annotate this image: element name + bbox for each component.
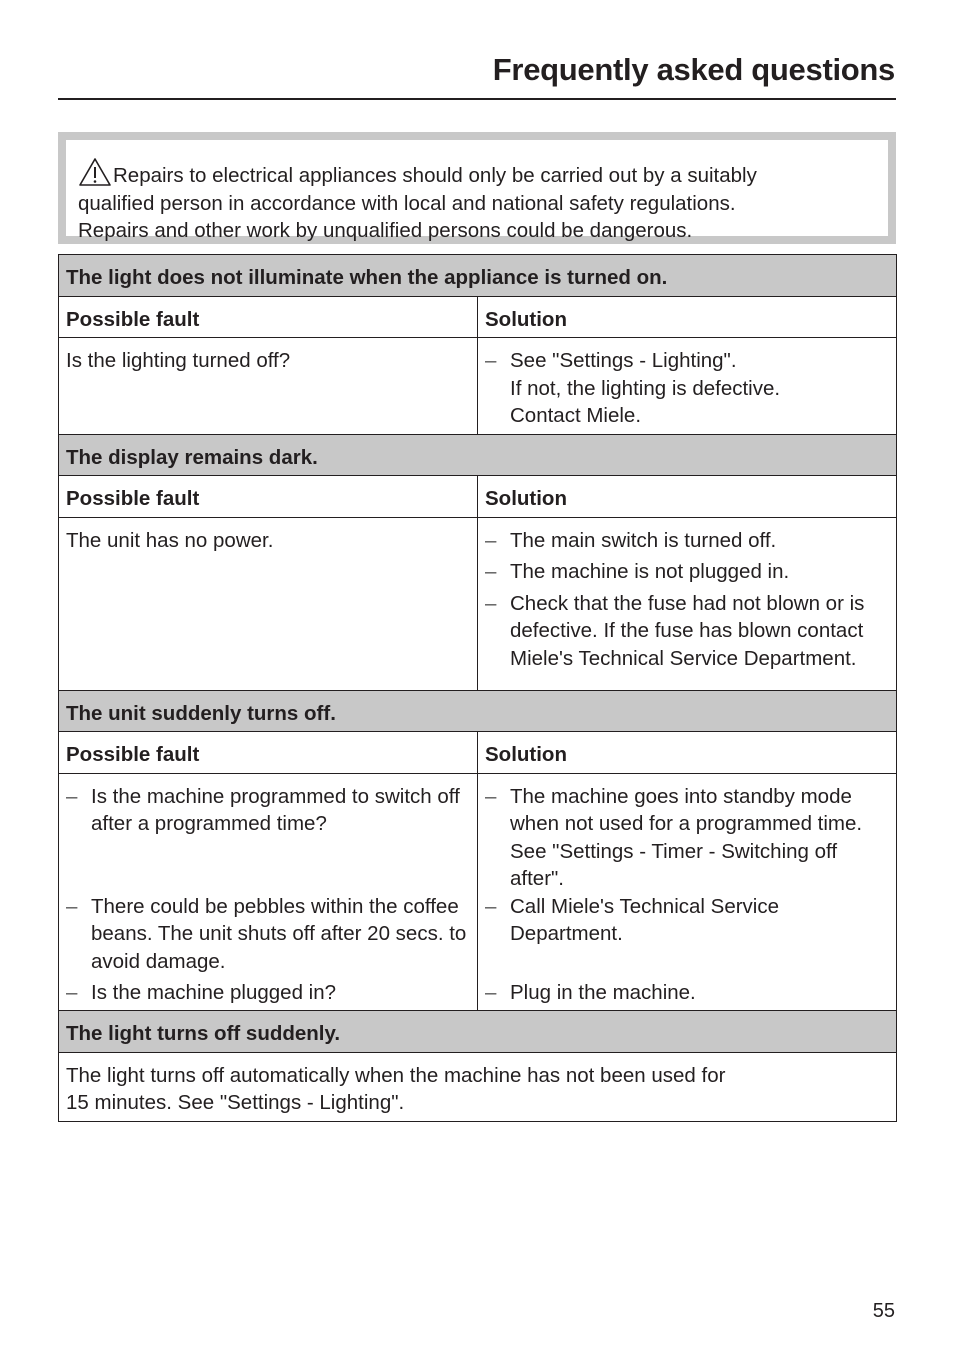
note-line: 15 minutes. See "Settings - Lighting". [66,1091,405,1114]
table-row [59,517,897,690]
fault-text: Is the lighting turned off? [66,349,291,372]
solution-cell [478,517,897,690]
faq-table [58,254,897,1122]
solution-list [485,527,889,673]
list-item: – The main switch is turned off. [485,527,889,555]
section-heading: The unit suddenly turns off. [59,690,897,732]
section-heading-row [59,255,897,297]
column-header-row [59,732,897,774]
solution-line: Contact Miele. [510,404,642,427]
solution-list [485,783,889,1007]
list-item: – Is the machine plugged in? [66,979,470,1007]
list-item: – Call Miele's Technical Service Department. [485,893,889,975]
fault-cell [59,517,478,690]
list-item: – The machine is not plugged in. [485,558,889,586]
possible-fault-header: Possible fault [59,732,478,774]
solution-header: Solution [478,296,897,338]
section-heading-row [59,434,897,476]
solution-line: – See "Settings - Lighting". [510,349,737,372]
section-heading: The display remains dark. [59,434,897,476]
section-heading: The light turns off suddenly. [59,1011,897,1053]
page-title: Frequently asked questions [492,52,895,87]
note-line: The light turns off automatically when the machine has not been used for [66,1063,726,1087]
list-item [485,347,889,430]
table-row [59,773,897,1011]
warning-line-1 [78,157,878,190]
warning-line-2: qualified person in accordance with local and national safety regulations. [78,191,736,215]
section-heading: The light does not illuminate when the appliance is turned on. [59,255,897,297]
fault-text: The unit has no power. [66,528,274,552]
warning-box [58,132,896,244]
column-header-row [59,476,897,518]
list-item: – Check that the fuse had not blown or is defective. If the fuse has blown contact Miele's Technical Service Department. [485,590,889,673]
possible-fault-header: Possible fault [59,476,478,518]
table-row [59,338,897,435]
warning-line-3: Repairs and other work by unqualified persons could be dangerous. [78,219,693,242]
solution-line: If not, the lighting is defective. [510,376,781,400]
warning-text [66,140,888,242]
solution-header: Solution [478,476,897,518]
table-row [59,1052,897,1121]
section-heading-row [59,1011,897,1053]
list-item: – There could be pebbles within the coffee beans. The unit shuts off after 20 secs. to avoid damage. [66,893,470,975]
column-header-row [59,296,897,338]
solution-cell [478,773,897,1011]
solution-list [485,347,889,430]
fault-cell [59,338,478,435]
fault-cell [59,773,478,1011]
warning-triangle-icon [78,157,112,187]
fault-list [66,783,470,1007]
warning-text-1: Repairs to electrical appliances should only be carried out by a suitably [113,164,757,187]
section-heading-row [59,690,897,732]
list-item: – Plug in the machine. [485,979,889,1007]
solution-cell [478,338,897,435]
page-number: 55 [872,1300,895,1322]
note-cell [59,1052,897,1121]
possible-fault-header: Possible fault [59,296,478,338]
title-divider [58,98,896,100]
list-item: – Is the machine programmed to switch off after a programmed time? [66,783,470,893]
solution-header: Solution [478,732,897,774]
list-item: – The machine goes into standby mode when not used for a programmed time. See "Settings - Timer - Switching off after". [485,783,889,893]
